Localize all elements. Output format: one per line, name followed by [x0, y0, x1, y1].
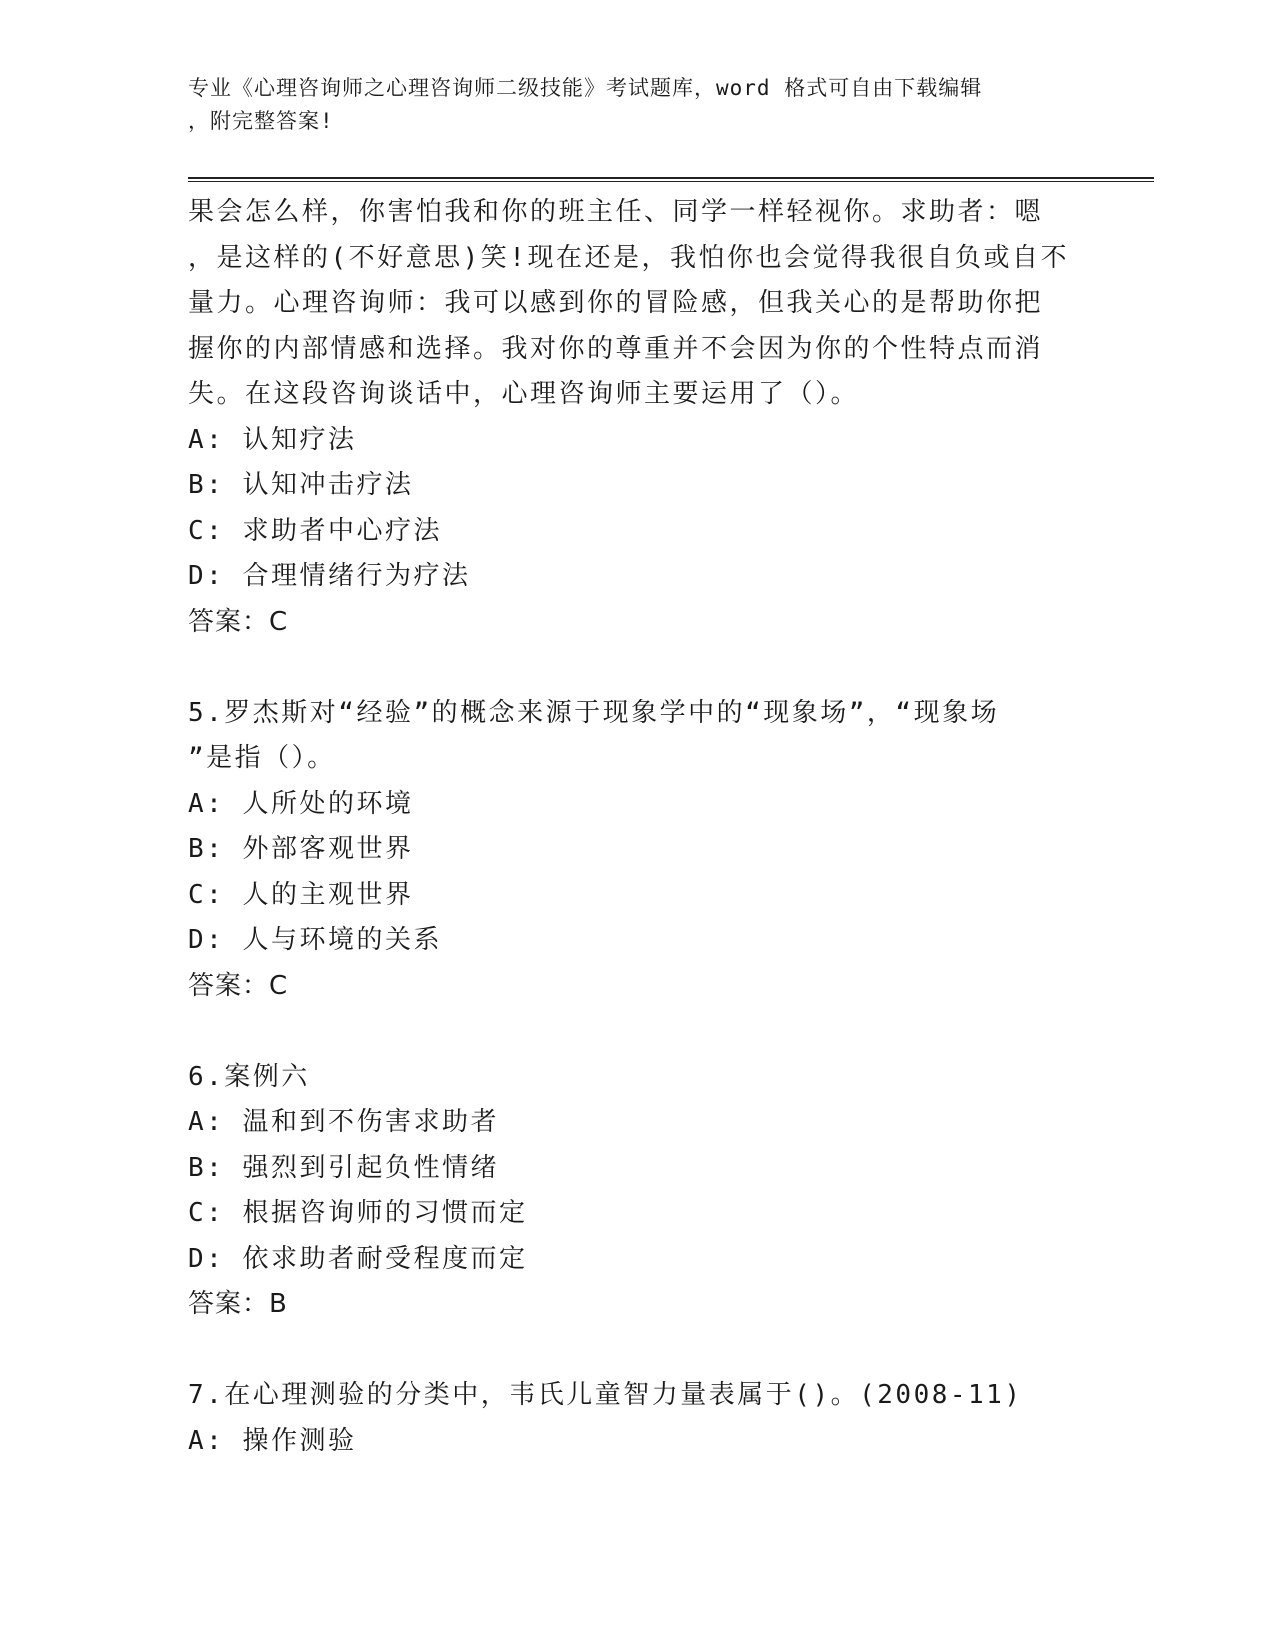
option-c: C: 求助者中心疗法: [188, 515, 442, 546]
question-stem-line: ”是指（）。: [188, 743, 336, 773]
option-b: B: 外部客观世界: [188, 834, 414, 864]
header-line-2: ，附完整答案!: [188, 109, 334, 133]
question-7: [188, 1373, 1088, 1464]
question-stem-line: 7.在心理测验的分类中，韦氏儿童智力量表属于()。(2008-11): [188, 1380, 1023, 1410]
option-d: D: 合理情绪行为疗法: [188, 561, 471, 591]
option-d: D: 人与环境的关系: [188, 925, 442, 955]
option-b: B: 强烈到引起负性情绪: [188, 1152, 499, 1183]
question-stem-line: 量力。心理咨询师：我可以感到你的冒险感，但我关心的是帮助你把: [188, 288, 1044, 318]
question-stem-line: 失。在这段咨询谈话中，心理咨询师主要运用了（）。: [188, 379, 860, 409]
page-content: [188, 190, 1088, 1464]
question-6: [188, 1055, 1088, 1328]
option-d: D: 依求助者耐受程度而定: [188, 1243, 528, 1274]
option-a: A: 认知疗法: [188, 424, 357, 455]
question-stem-line: 果会怎么样，你害怕我和你的班主任、同学一样轻视你。求助者：嗯: [188, 197, 1044, 227]
option-a: A: 操作测验: [188, 1425, 357, 1456]
answer-line: 答案：B: [188, 1289, 288, 1319]
answer-line: 答案：C: [188, 970, 289, 1001]
answer-line: 答案：C: [188, 606, 289, 637]
spacer: [188, 1328, 1088, 1374]
option-c: C: 根据咨询师的习惯而定: [188, 1198, 528, 1228]
option-c: C: 人的主观世界: [188, 879, 414, 910]
option-b: B: 认知冲击疗法: [188, 470, 414, 500]
question-5: [188, 691, 1088, 1010]
spacer: [188, 645, 1088, 691]
question-stem-line: 握你的内部情感和选择。我对你的尊重并不会因为你的个性特点而消: [188, 333, 1044, 364]
header-rule-thin: [188, 181, 1154, 182]
question-4: [188, 190, 1088, 645]
page-header: [188, 72, 1088, 138]
option-a: A: 温和到不伤害求助者: [188, 1107, 499, 1137]
question-stem-line: 5.罗杰斯对“经验”的概念来源于现象学中的“现象场”，“现象场: [188, 697, 1000, 728]
header-line-1: 专业《心理咨询师之心理咨询师二级技能》考试题库，word 格式可自由下载编辑: [188, 76, 983, 100]
question-stem-line: 6.案例六: [188, 1061, 310, 1092]
header-rule-thick: [188, 177, 1154, 179]
spacer: [188, 1009, 1088, 1055]
option-a: A: 人所处的环境: [188, 788, 414, 819]
question-stem-line: ，是这样的(不好意思)笑!现在还是，我怕你也会觉得我很自负或自不: [188, 242, 1069, 273]
